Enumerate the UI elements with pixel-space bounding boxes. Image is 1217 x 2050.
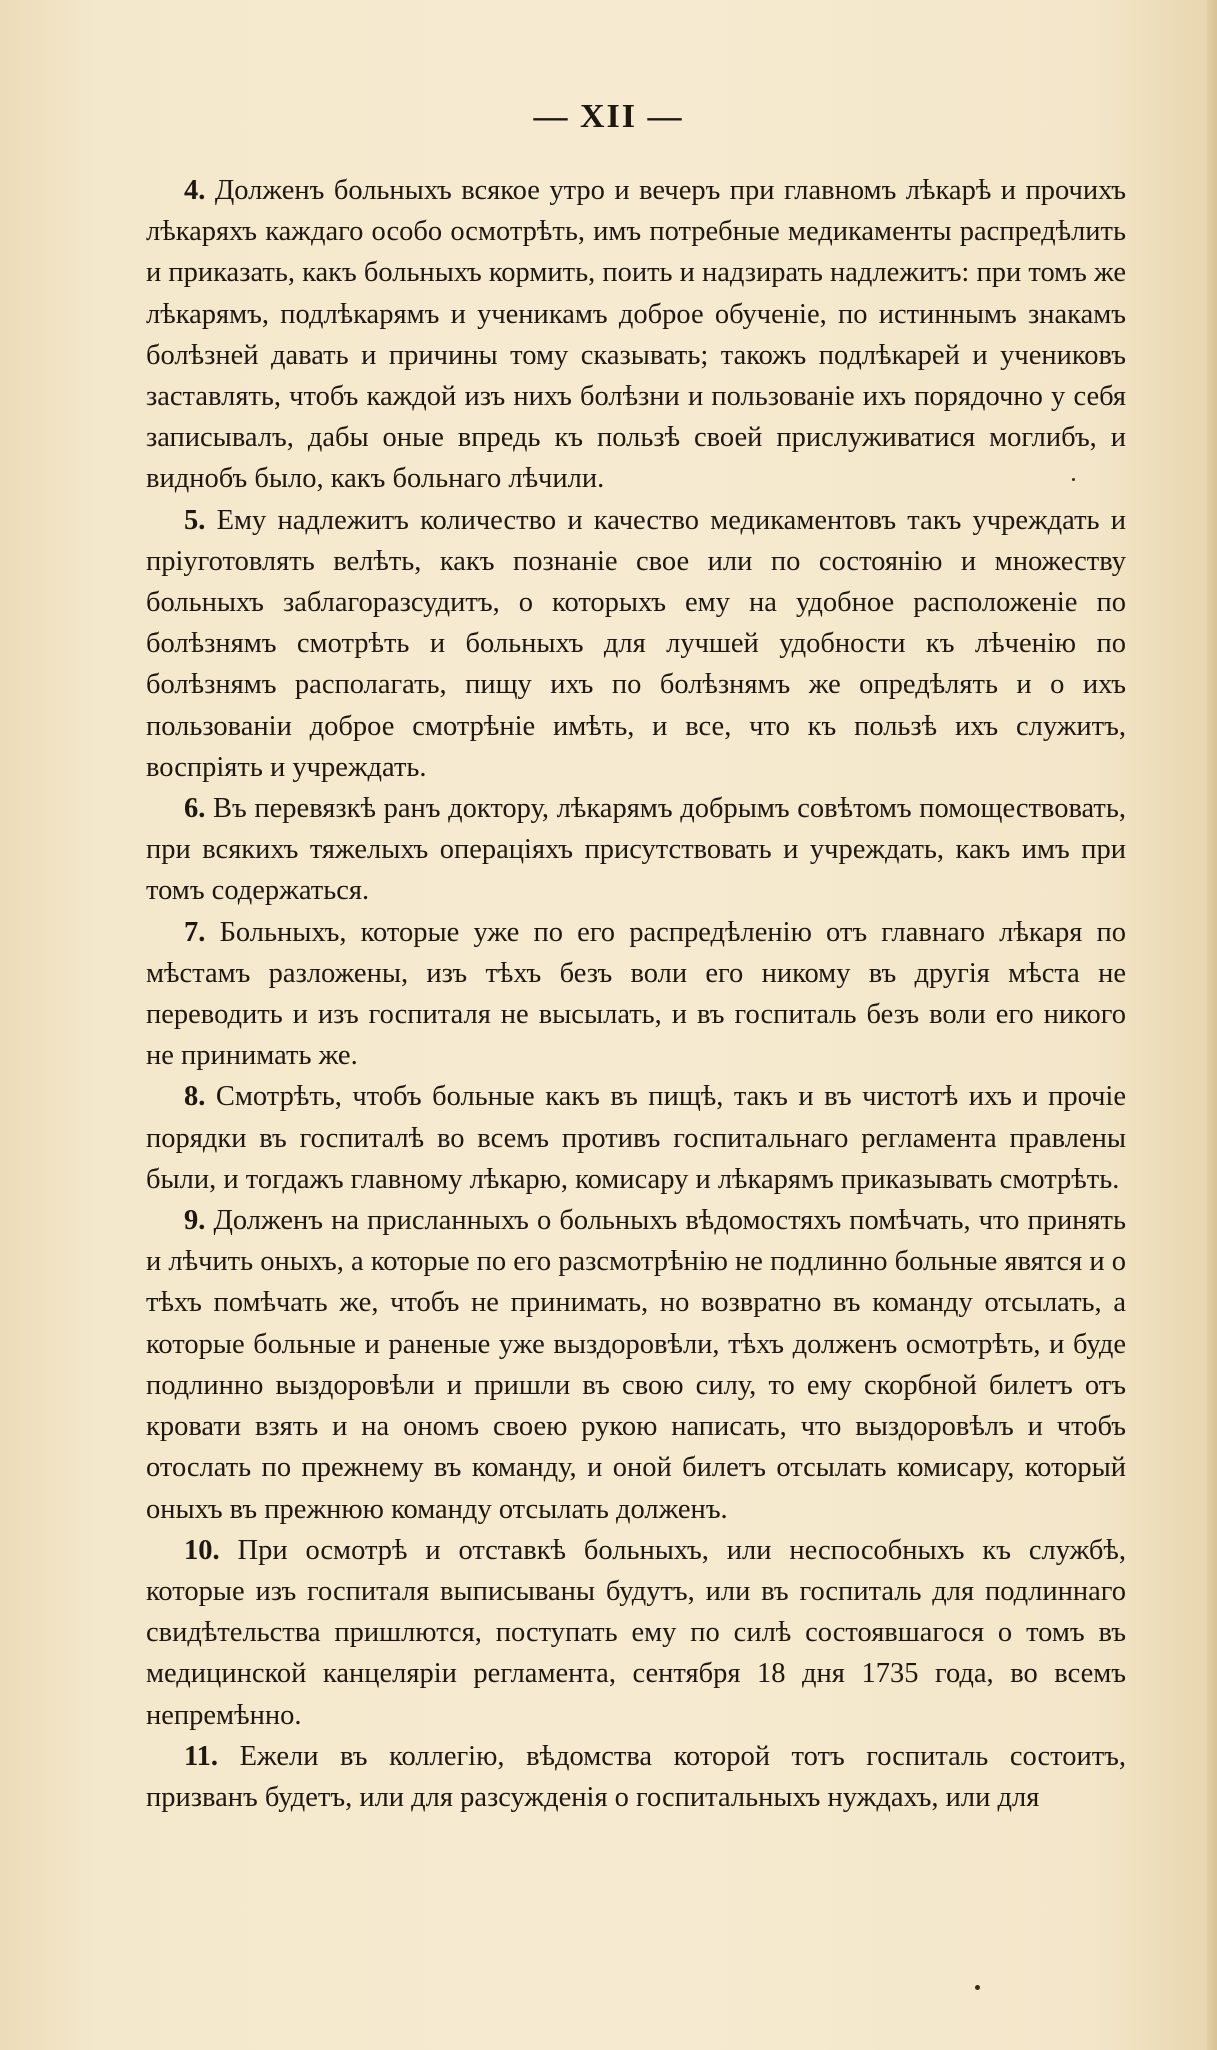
paragraph-number: 8. (184, 1081, 206, 1113)
paragraph-text: Въ перевязкѣ ранъ доктору, лѣкарямъ добрымъ совѣтомъ помоществовать, при всякихъ тяжелыхъ операціяхъ присутствовать и учреждать, какъ имъ при томъ содержаться. (146, 793, 1127, 907)
paragraph-text: Долженъ больныхъ всякое утро и вечеръ при главномъ лѣкарѣ и прочихъ лѣкаряхъ каждаго особо осмотрѣть, имъ потребные медикаменты распредѣлить и приказать, какъ больныхъ кормить, поить и надзирать надлежитъ: при томъ же лѣкарямъ, подлѣкарямъ и ученикамъ доброе обученіе, по истиннымъ знакамъ болѣзней давать и причины тому сказывать; такожъ подлѣкарей и учениковъ заставлять, чтобъ каждой изъ нихъ болѣзни и пользованіе ихъ порядочно у себя записывалъ, дабы оные впредь къ пользѣ своей прислуживатися моглибъ, и виднобъ было, какъ больнаго лѣчили. (146, 175, 1127, 495)
paragraph-number: 4. (184, 175, 206, 206)
paragraph-number: 7. (184, 916, 206, 948)
paragraph-6 (146, 788, 1126, 912)
paragraph-text: Ему надлежитъ количество и качество медикаментовъ такъ учреждать и пріуготовлять велѣть, какъ познаніе свое или по состоянію и множеству больныхъ заблагоразсудитъ, о которыхъ ему на удобное расположеніе по болѣзнямъ смотрѣть и больныхъ для лучшей удобности къ лѣченію по болѣзнямъ располагать, пищу ихъ по болѣзнямъ же опредѣлять и о ихъ пользованіи доброе смотрѣніе имѣть, и все, что къ пользѣ ихъ служитъ, воспріять и учреждать. (146, 504, 1126, 783)
paragraph-11 (146, 1736, 1126, 1818)
paragraph-text: Больныхъ, которые уже по его распредѣленію отъ главнаго лѣкаря по мѣстамъ разложены, изъ тѣхъ безъ воли его никому въ другія мѣста не переводить и изъ госпиталя не высылать, и въ госпиталь безъ воли его никого не принимать же. (146, 916, 1126, 1072)
paragraph-text: Ежели въ коллегію, вѣдомства которой тотъ госпиталь состоитъ, призванъ будетъ, или для разсужденія о госпитальныхъ нуждахъ, или для (146, 1740, 1127, 1813)
paragraph-number: 11. (184, 1740, 219, 1772)
paragraph-7 (146, 912, 1126, 1077)
page-number-header: — XII — (533, 98, 684, 135)
paragraph-number: 9. (184, 1205, 206, 1237)
ink-speck (975, 1985, 980, 1990)
paragraph-9 (146, 1200, 1126, 1530)
page-edge-shadow (1207, 0, 1217, 2050)
page-body (146, 170, 1126, 1818)
paragraph-text: При осмотрѣ и отставкѣ больныхъ, или неспособныхъ къ службѣ, которые изъ госпиталя выписываны будутъ, или въ госпиталь для подлиннаго свидѣтельства пришлются, поступать ему по силѣ состоявшагося о томъ въ медицинской канцеляріи регламента, сентября 18 дня 1735 года, во всемъ непремѣнно. (146, 1534, 1127, 1731)
paragraph-number: 6. (184, 793, 206, 825)
paragraph-text: Долженъ на присланныхъ о больныхъ вѣдомостяхъ помѣчать, что принять и лѣчить оныхъ, а которые по его разсмотрѣнію не подлинно больные явятся и о тѣхъ помѣчать же, чтобъ не принимать, но возвратно въ команду отсылать, а которые больные и раненые уже выздоровѣли, тѣхъ долженъ осмотрѣть, и буде подлинно выздоровѣли и пришли въ свою силу, то ему скорбной билетъ отъ кровати взять и на ономъ своею рукою написать, что выздоровѣлъ и чтобъ отослать по прежнему въ команду, и оной билетъ отсылать комисару, который оныхъ въ прежнюю команду отсылать долженъ. (146, 1205, 1127, 1525)
paragraph-5 (146, 500, 1126, 788)
paragraph-text: Смотрѣть, чтобъ больные какъ въ пищѣ, такъ и въ чистотѣ ихъ и прочіе порядки въ госпиталѣ во всемъ противъ госпитальнаго регламента правлены были, и тогдажъ главному лѣкарю, комисару и лѣкарямъ приказывать смотрѣть. (146, 1081, 1126, 1195)
paragraph-10 (146, 1530, 1126, 1736)
paragraph-number: 5. (184, 504, 206, 536)
paragraph-number: 10. (184, 1534, 220, 1566)
ink-speck (1072, 478, 1075, 481)
paragraph-4 (146, 170, 1126, 500)
paragraph-8 (146, 1076, 1126, 1200)
